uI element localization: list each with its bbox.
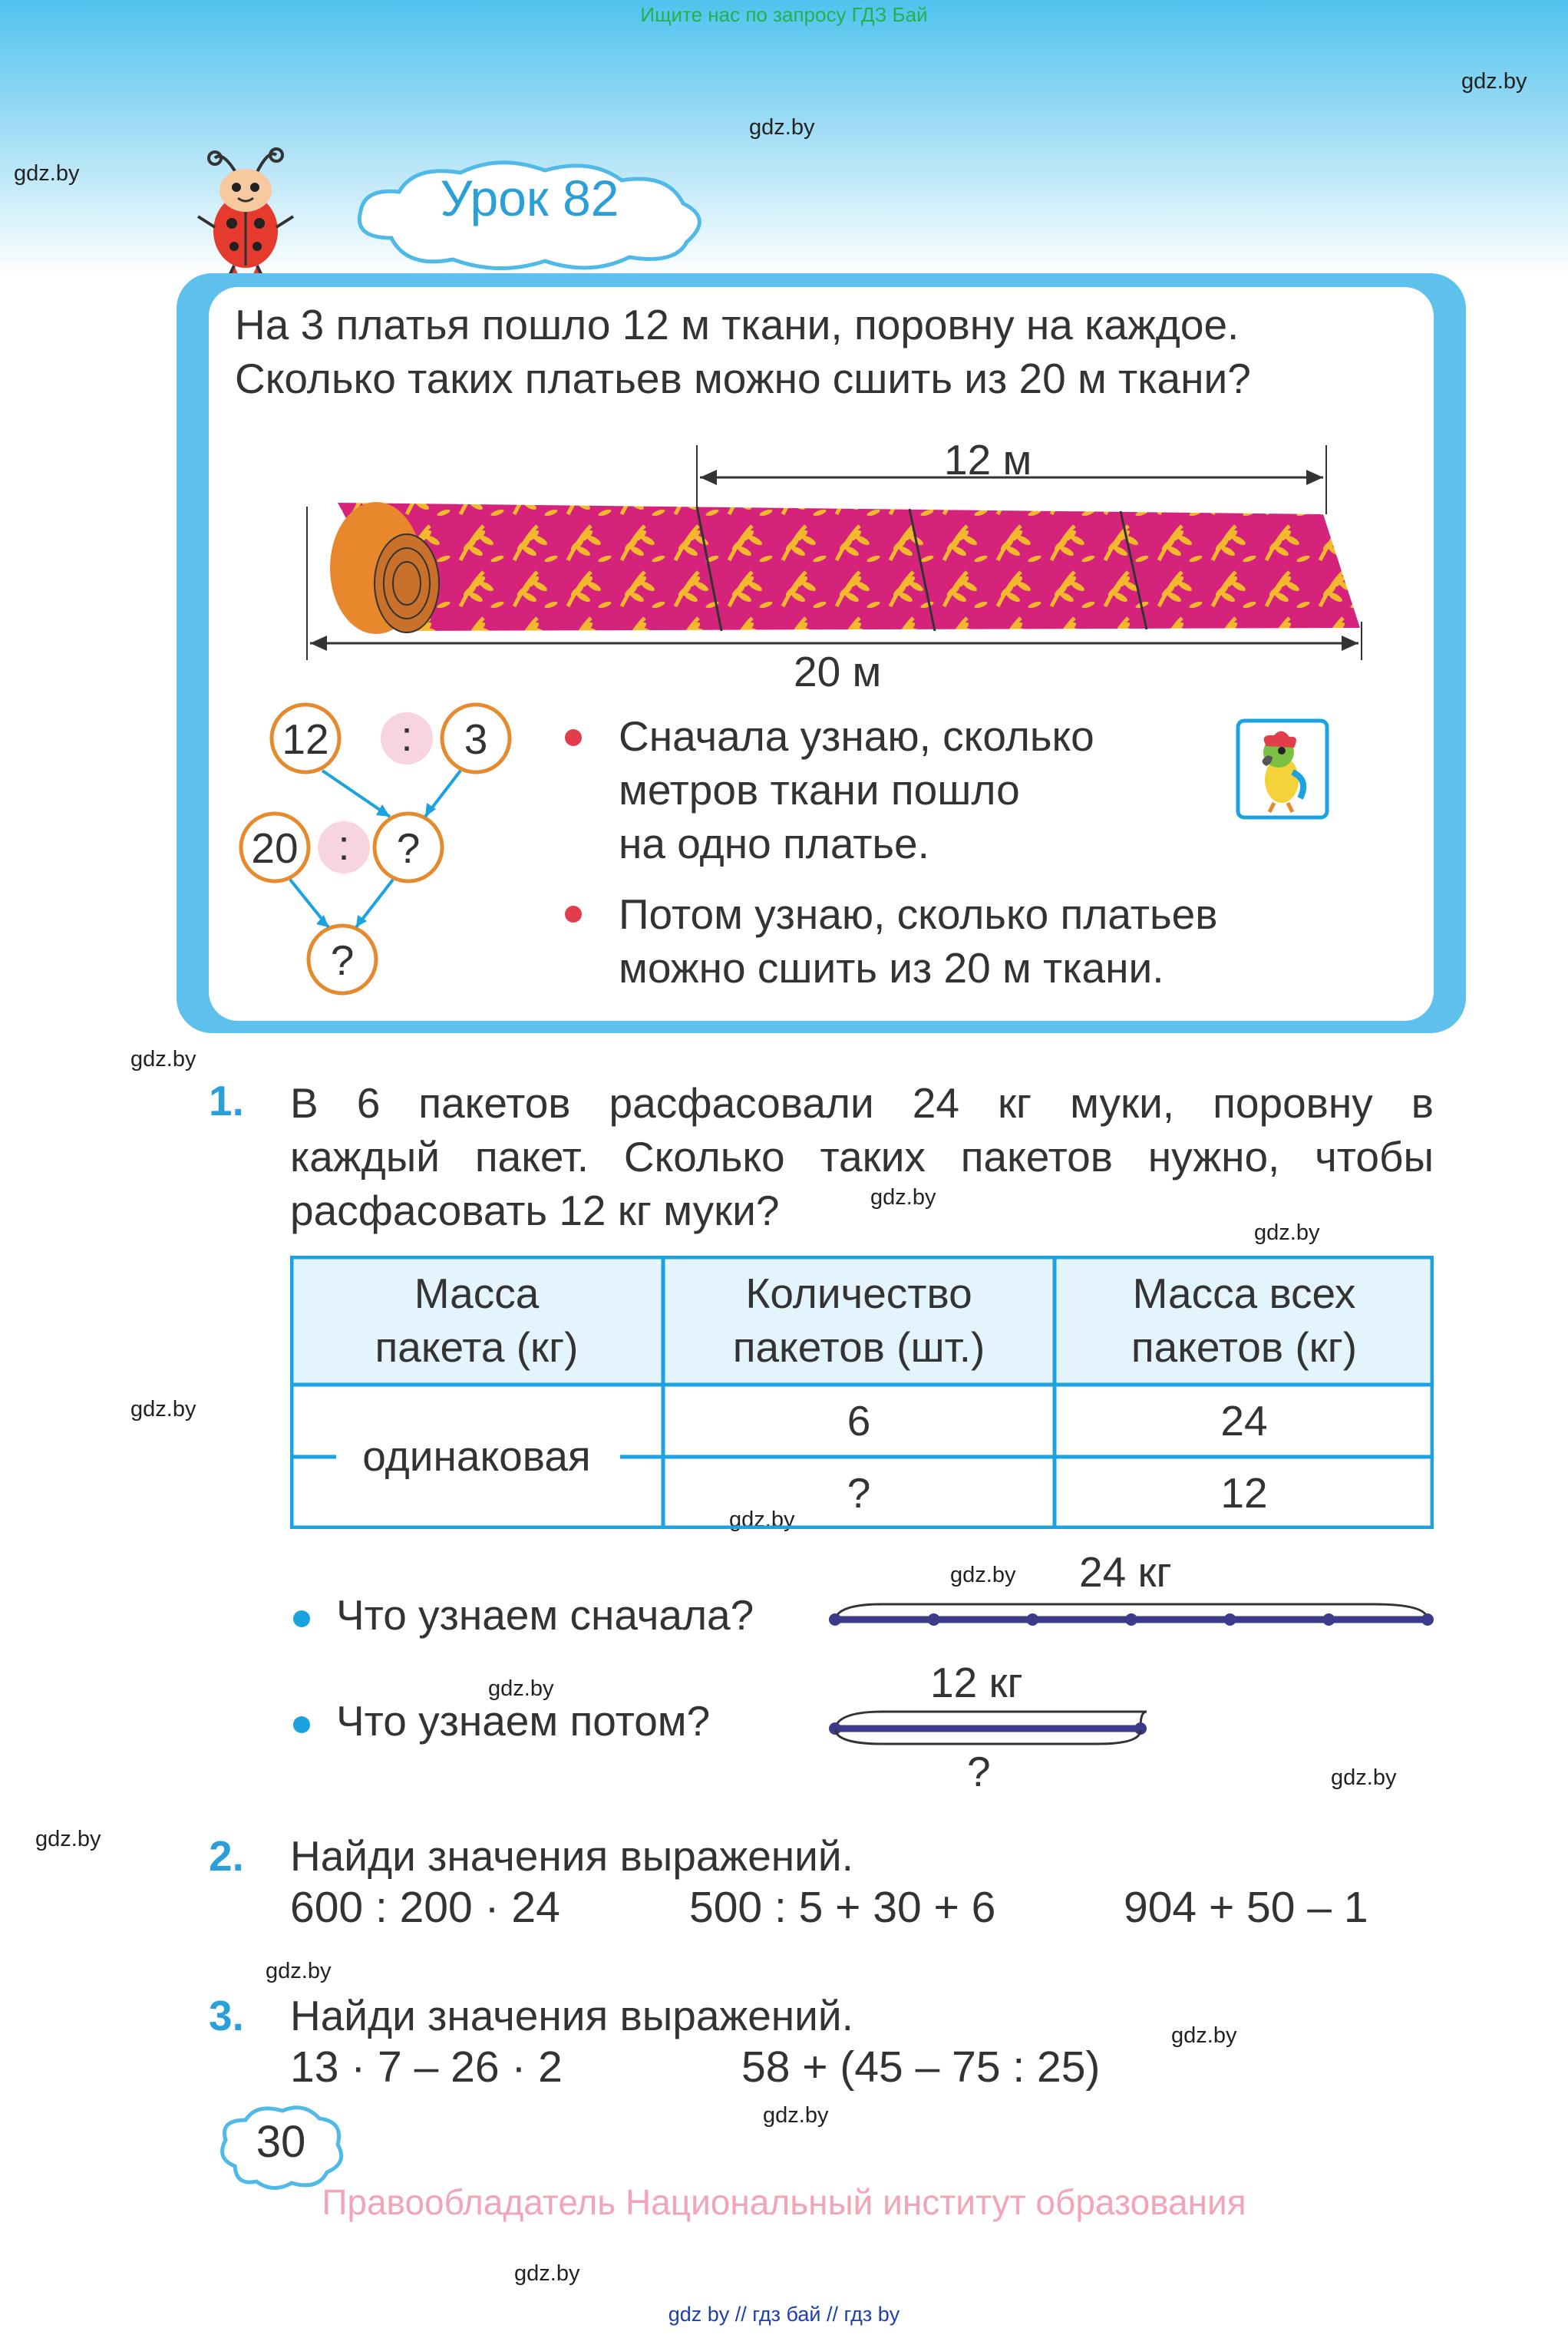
watermark: gdz.by — [266, 1959, 332, 1983]
watermark: gdz.by — [14, 161, 80, 186]
watermark: gdz.by — [35, 1827, 101, 1851]
header-cell-count-line-2: пакетов (шт.) — [732, 1323, 985, 1371]
tree-op-divide-2: : — [338, 821, 350, 869]
bullet-dot — [293, 1716, 310, 1733]
task-2-expression-1: 600 : 200 · 24 — [290, 1883, 560, 1932]
segment-12kg-label: 12 кг — [930, 1659, 1023, 1706]
watermark: gdz.by — [950, 1563, 1016, 1587]
data-table — [290, 1256, 1434, 1529]
copyright-notice: Правообладатель Национальный институт образования — [322, 2182, 1246, 2222]
task-3-text: Найди значения выражений. — [290, 1992, 853, 2039]
bullet-dot — [293, 1610, 310, 1627]
cell-total-row-1: 24 — [1220, 1397, 1268, 1445]
watermark: gdz.by — [763, 2103, 829, 2128]
watermark: gdz.by — [514, 2261, 580, 2286]
segment-point — [928, 1613, 940, 1626]
bullet-dot — [565, 729, 582, 746]
segment-point — [1125, 1613, 1137, 1626]
plan-step-1-line-1: Сначала узнаю, сколько — [619, 712, 1094, 760]
task-1-line-1: В 6 пакетов расфасовали 24 кг муки, поровну в — [290, 1079, 1434, 1127]
plan-step-1-line-2: метров ткани пошло — [619, 766, 1020, 814]
watermark: gdz.by — [870, 1185, 936, 1210]
question-first: Что узнаем сначала? — [336, 1591, 754, 1639]
problem-line-1: На 3 платья пошло 12 м ткани, поровну на каждое. — [235, 301, 1240, 348]
segment-point — [1224, 1613, 1236, 1626]
page-number: 30 — [256, 2117, 306, 2167]
cell-total-row-2: 12 — [1220, 1469, 1268, 1517]
task-1-line-3: расфасовать 12 кг муки? — [290, 1187, 780, 1234]
fabric-label-12m: 12 м — [944, 436, 1032, 484]
plan-step-1-line-3: на одно платье. — [619, 820, 929, 867]
cell-same-mass: одинаковая — [362, 1432, 591, 1480]
segment-point — [829, 1613, 841, 1626]
task-3-number: 3. — [209, 1992, 244, 2039]
fabric-roll-illustration — [292, 430, 1381, 675]
plan-step-2-line-2: можно сшить из 20 м ткани. — [619, 944, 1164, 992]
plan-step-2-line-1: Потом узнаю, сколько платьев — [619, 890, 1218, 938]
segment-diagrams — [821, 1589, 1443, 1788]
header-cell-total-line-1: Масса всех — [1132, 1270, 1356, 1317]
watermark: gdz.by — [1461, 69, 1527, 94]
header-cell-count-line-1: Количество — [745, 1270, 972, 1317]
lesson-title: Урок 82 — [440, 170, 619, 226]
header-cell-total-line-2: пакетов (кг) — [1131, 1323, 1358, 1371]
task-2-expression-2: 500 : 5 + 30 + 6 — [689, 1883, 996, 1932]
task-3-expression-1: 13 · 7 – 26 · 2 — [290, 2042, 563, 2092]
watermark: gdz.by — [130, 1047, 196, 1072]
task-2-expression-3: 904 + 50 – 1 — [1124, 1883, 1368, 1932]
footer-links[interactable]: gdz by // гдз бай // гдз by — [668, 2303, 900, 2326]
top-banner[interactable]: Ищите нас по запросу ГДЗ Бай — [640, 3, 928, 26]
task-2-number: 2. — [209, 1832, 244, 1880]
parrot-icon — [1236, 718, 1329, 820]
cell-count-row-1: 6 — [847, 1397, 871, 1445]
watermark: gdz.by — [488, 1676, 554, 1701]
watermark: gdz.by — [1331, 1765, 1397, 1790]
tree-node-question-1: ? — [396, 824, 421, 872]
watermark: gdz.by — [749, 115, 815, 140]
tree-node-question-2: ? — [330, 936, 355, 984]
tree-node-12: 12 — [282, 715, 329, 763]
task-3-expression-2: 58 + (45 – 75 : 25) — [741, 2042, 1101, 2092]
tree-op-divide-1: : — [401, 712, 413, 760]
task-1-number: 1. — [209, 1077, 244, 1124]
problem-line-2: Сколько таких платьев можно сшить из 20 м ткани? — [235, 355, 1251, 402]
watermark: gdz.by — [1254, 1220, 1320, 1245]
cell-count-row-2: ? — [847, 1469, 871, 1517]
segment-24kg-label: 24 кг — [1079, 1548, 1172, 1596]
tree-node-3: 3 — [464, 715, 488, 763]
task-1-line-2: каждый пакет. Сколько таких пакетов нужно, чтобы — [290, 1133, 1434, 1181]
question-then: Что узнаем потом? — [336, 1697, 711, 1745]
segment-point — [1322, 1613, 1335, 1626]
header-cell-mass-line-2: пакета (кг) — [375, 1323, 579, 1371]
task-2-text: Найди значения выражений. — [290, 1832, 853, 1880]
watermark: gdz.by — [130, 1397, 196, 1422]
tree-node-20: 20 — [251, 824, 299, 872]
segment-point — [1026, 1613, 1038, 1626]
segment-question: ? — [967, 1748, 991, 1795]
header-cell-mass-line-1: Масса — [414, 1270, 540, 1317]
watermark: gdz.by — [729, 1507, 795, 1532]
fabric-label-20m: 20 м — [794, 648, 882, 695]
ladybug-icon — [192, 143, 299, 281]
bullet-dot — [565, 906, 582, 923]
watermark: gdz.by — [1171, 2023, 1237, 2048]
segment-point — [1421, 1613, 1434, 1626]
